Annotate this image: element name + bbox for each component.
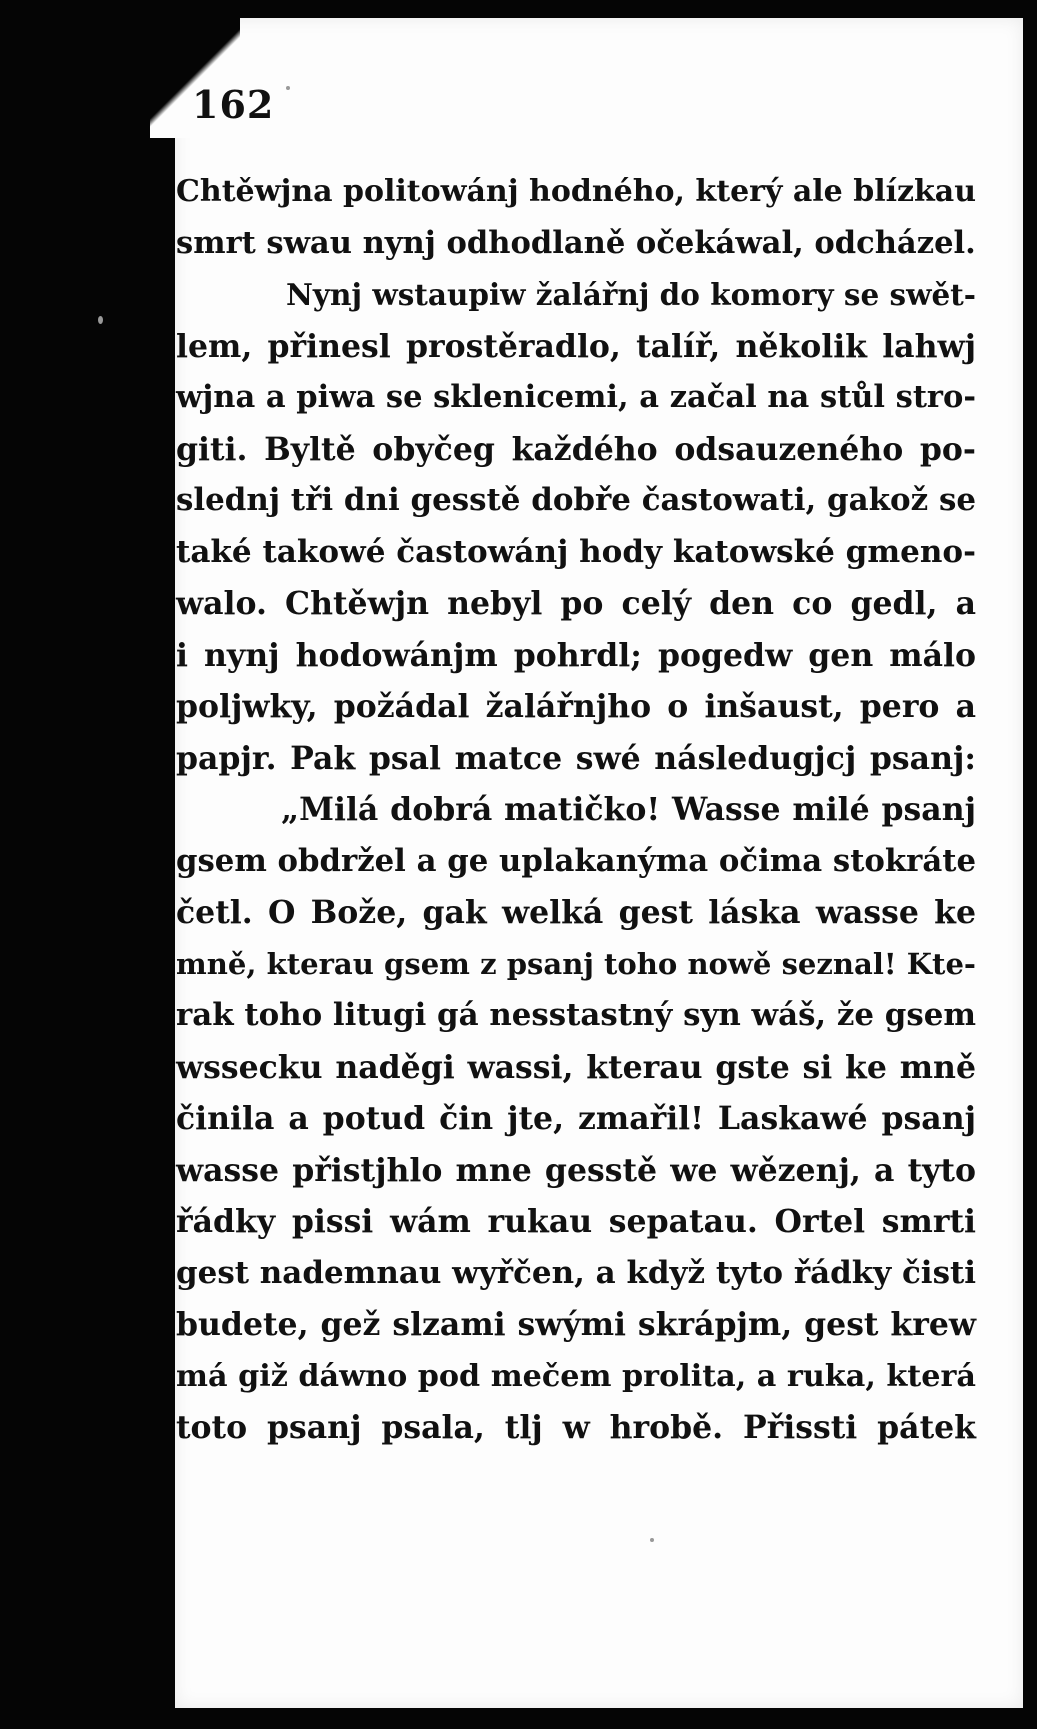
text-line: „Milá dobrá matičko! Wasse milé psanj [281,791,976,828]
text-line: wjna a piwa se sklenicemi, a začal na stůl stro- [176,379,976,415]
text-line: giti. Byltě obyčeg každého odsauzeného po- [176,430,976,468]
text-line: gest nademnau wyřčen, a když tyto řádky čisti [176,1254,977,1291]
text-line: slednj tři dni gesstě dobře častowati, gakož se [176,482,976,518]
text-line: budete, gež slzami swými skrápjm, gest krew [176,1306,976,1343]
paper-speck [98,316,103,324]
text-line: papjr. Pak psal matce swé následugjcj psanj: [176,739,976,777]
text-line: gsem obdržel a ge uplakanýma očima stokráte [176,842,976,879]
text-line: walo. Chtěwjn nebyl po celý den co gedl, a [176,585,976,622]
text-line: Chtěwjna politowánj hodného, který ale blízkau [176,174,977,209]
text-line: četl. O Bože, gak welká gest láska wasse ke [176,894,976,931]
text-line: smrt swau nynj odhodlaně očekáwal, odcházel. [176,224,976,261]
text-line: i nynj hodowánjm pohrdl; pogedw gen málo [176,636,976,674]
text-line: mně, kterau gsem z psanj toho nowě seznal! Kte- [176,946,976,981]
text-line: rak toho litugi gá nesstastný syn wáš, že gsem [176,997,976,1033]
text-line: toto psanj psala, tlj w hrobě. Přissti pátek [176,1409,976,1446]
paper-speck [286,86,290,90]
text-line: činila a potud čin jte, zmařil! Laskawé psanj [176,1100,976,1137]
text-line: Nynj wstaupiw žalářnj do komory se swět- [286,277,976,312]
text-line: také takowé častowánj hody katowské gmeno- [176,533,976,570]
text-line: má giž dáwno pod mečem prolita, a ruka, která [176,1358,976,1394]
page-number: 162 [192,82,275,127]
text-line: wasse přistjhlo mne gesstě we wězenj, a tyto [176,1151,976,1189]
text-line: poljwky, požádal žalářnjho o inšaust, pero a [176,688,976,725]
text-line: řádky pissi wám rukau sepatau. Ortel smrti [176,1203,976,1240]
text-line: lem, přinesl prostěradlo, talíř, několik lahwj [176,327,976,365]
text-line: wssecku naděgi wassi, kterau gste si ke mně [176,1048,976,1086]
paper-speck [650,1538,654,1542]
body-text [176,166,976,1454]
